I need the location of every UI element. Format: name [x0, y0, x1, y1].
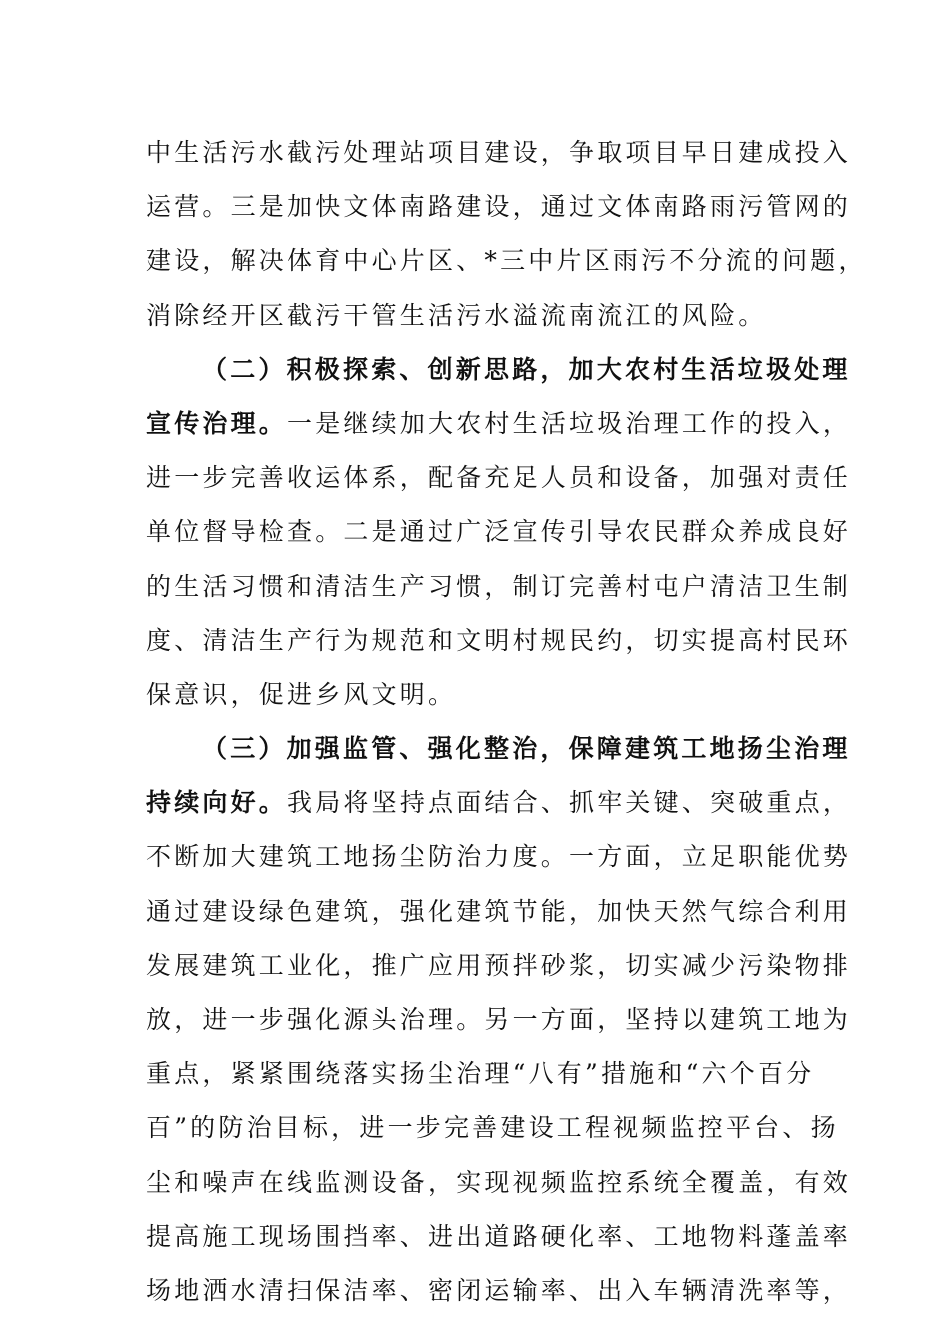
- text-segment: 通过建设绿色建筑，强化建筑节能，加快天然气综合利用: [146, 896, 852, 926]
- text-segment: 放，进一步强化源头治理。另一方面，坚持以建筑工地为: [146, 1005, 852, 1034]
- text-line: [146, 939, 852, 993]
- text-segment: 保意识，促进乡风文明。: [146, 679, 457, 709]
- text-segment: 不断加大建筑工地扬尘防治力度。一方面，立足职能优势: [146, 842, 852, 872]
- text-line: [146, 289, 808, 343]
- text-line: [146, 1101, 839, 1155]
- text-segment: 提高施工现场围挡率、进出道路硬化率、工地物料蓬盖率: [146, 1221, 852, 1251]
- paragraph-1: [146, 126, 867, 343]
- text-segment: 消除经开区截污干管生活污水溢流南流江的风险。: [146, 300, 767, 330]
- text-line: [146, 830, 852, 884]
- text-segment: 进一步完善收运体系，配备充足人员和设备，加强对责任: [146, 463, 852, 493]
- section-heading-2: （二）积极探索、创新思路，加大农村生活垃圾处理: [202, 354, 851, 384]
- text-line: [146, 180, 852, 234]
- text-segment: 度、清洁生产行为规范和文明村规民约，切实提高村民环: [146, 625, 852, 655]
- text-segment: 运营。三是加快文体南路建设，通过文体南路雨污管网的: [146, 192, 852, 222]
- text-line: [146, 1264, 852, 1318]
- text-line: [146, 505, 852, 559]
- text-segment: 我局将坚持点面结合、抓牢关键、突破重点，: [287, 788, 852, 818]
- section-heading-3: （三）加强监管、强化整治，保障建筑工地扬尘治理: [202, 734, 851, 764]
- text-segment: 单位督导检查。二是通过广泛宣传引导农民群众养成良好: [146, 517, 852, 547]
- text-line: [146, 126, 852, 180]
- text-segment: 发展建筑工业化，推广应用预拌砂浆，切实减少污染物排: [146, 950, 852, 980]
- section-heading-2-tail: 宣传治理。: [146, 408, 288, 438]
- text-line: [146, 1156, 852, 1210]
- text-segment: 百”的防治目标，进一步完善建设工程视频监控平台、扬: [146, 1113, 839, 1143]
- text-segment: 中生活污水截污处理站项目建设，争取项目早日建成投入: [146, 138, 852, 167]
- text-line: [146, 776, 852, 830]
- section-heading-line: [146, 343, 851, 397]
- text-line: [146, 1047, 815, 1101]
- text-line: [146, 1210, 852, 1264]
- section-heading-3-tail: 持续向好。: [146, 788, 288, 818]
- text-segment: 一是继续加大农村生活垃圾治理工作的投入，: [287, 408, 852, 438]
- text-line: [146, 614, 852, 668]
- text-line: [146, 397, 852, 451]
- text-line: [146, 885, 852, 939]
- section-heading-line: [146, 722, 851, 776]
- document-body: [146, 126, 867, 1318]
- text-segment: 场地洒水清扫保洁率、密闭运输率、出入车辆清洗率等，: [146, 1275, 852, 1305]
- text-segment: 建设，解决体育中心片区、*三中片区雨污不分流的问题，: [146, 246, 867, 276]
- text-line: [146, 668, 808, 722]
- text-line: [146, 993, 852, 1047]
- text-segment: 的生活习惯和清洁生产习惯，制订完善村屯户清洁卫生制: [146, 571, 852, 601]
- text-segment: 尘和噪声在线监测设备，实现视频监控系统全覆盖，有效: [146, 1167, 852, 1197]
- paragraph-2: [146, 343, 852, 722]
- paragraph-3: [146, 722, 852, 1318]
- text-line: [146, 234, 867, 288]
- text-line: [146, 560, 852, 614]
- text-segment: 重点，紧紧围绕落实扬尘治理“八有”措施和“六个百分: [146, 1059, 815, 1089]
- text-line: [146, 451, 852, 505]
